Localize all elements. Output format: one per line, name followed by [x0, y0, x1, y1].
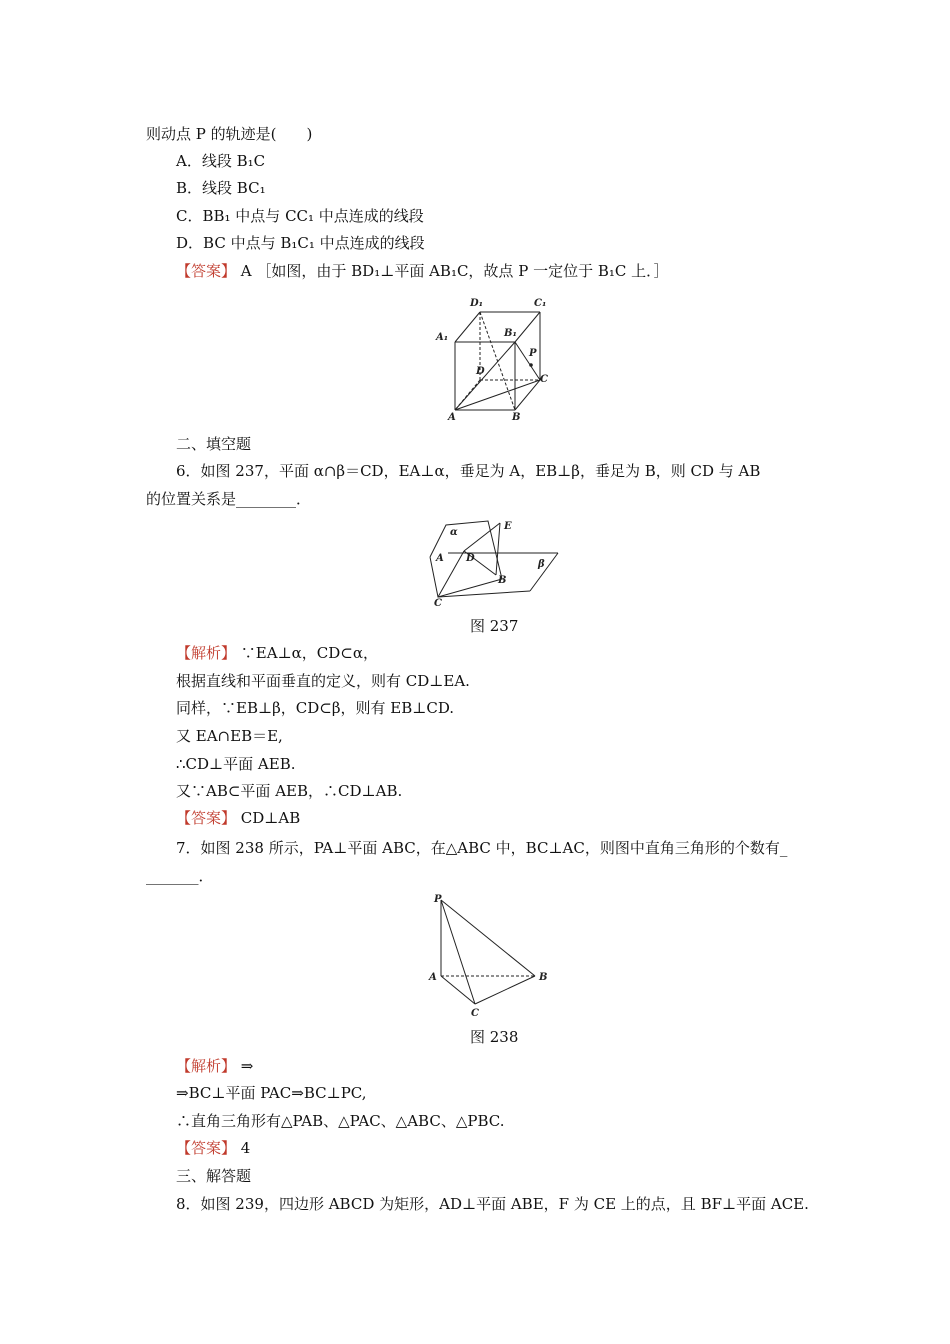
q5-stem: 则动点 P 的轨迹是( ) [146, 125, 313, 143]
q7-stem-line1: 7．如图 238 所示，PA⊥平面 ABC，在△ABC 中，BC⊥AC，则图中直角三角形的个数有_ [176, 839, 788, 857]
label-c1: C₁ [534, 298, 547, 309]
label-a: A [429, 972, 437, 983]
label-b: B [512, 412, 521, 422]
edge-d1a1 [455, 312, 480, 342]
q6-analysis-line: 又∵AB⊂平面 AEB，∴CD⊥AB. [176, 782, 403, 800]
q6-answer [176, 808, 300, 828]
label-b1: B₁ [504, 328, 517, 339]
plane-beta-bottom [438, 591, 530, 597]
section-solutions: 三、解答题 [176, 1167, 252, 1185]
label-d: D [476, 366, 485, 377]
label-beta: β [538, 559, 545, 570]
answer-text: 4 [236, 1139, 251, 1157]
answer-text: A ［如图，由于 BD₁⊥平面 AB₁C，故点 P 一定位于 B₁C 上．］ [236, 262, 669, 280]
planes-figure [418, 515, 568, 610]
pyramid-figure [425, 892, 555, 1022]
q5-option-a: A．线段 B₁C [176, 152, 266, 170]
cube-figure [430, 292, 570, 422]
section-fill-in: 二、填空题 [176, 435, 252, 453]
label-b: B [498, 575, 507, 586]
label-d1: D₁ [470, 298, 484, 309]
q5-option-d: D．BC 中点与 B₁C₁ 中点连成的线段 [176, 234, 425, 252]
analysis-tag: 【解析】 [176, 644, 237, 662]
q6-analysis-line: 根据直线和平面垂直的定义，则有 CD⊥EA. [176, 672, 470, 690]
label-a: A [436, 553, 444, 564]
q7-analysis-line: ⇒BC⊥平面 PAC⇒BC⊥PC, [176, 1084, 367, 1102]
figure-238-caption: 图 238 [470, 1028, 519, 1046]
q8-stem: 8．如图 239，四边形 ABCD 为矩形，AD⊥平面 ABE，F 为 CE 上的点，且 BF⊥平面 ACE. [176, 1195, 809, 1213]
label-alpha: α [450, 527, 458, 538]
label-e: E [504, 521, 512, 532]
q5-option-b: B．线段 BC₁ [176, 179, 266, 197]
edge-pb [441, 900, 535, 976]
q7-answer [176, 1138, 250, 1158]
q7-analysis [176, 1056, 253, 1076]
label-a1: A₁ [436, 332, 449, 343]
figure-237-caption: 图 237 [470, 617, 519, 635]
answer-tag: 【答案】 [176, 262, 237, 280]
q5-answer [176, 261, 669, 281]
q6-analysis-line: 又 EA∩EB＝E, [176, 727, 283, 745]
q6-stem-line2: 的位置关系是________． [146, 490, 312, 508]
label-b: B [539, 972, 548, 983]
label-a: A [448, 412, 456, 422]
q7-analysis-line: ∴直角三角形有△PAB、△PAC、△ABC、△PBC. [176, 1112, 505, 1130]
analysis-text: ∵EA⊥α，CD⊂α， [236, 644, 379, 662]
q5-option-c: C．BB₁ 中点与 CC₁ 中点连成的线段 [176, 207, 424, 225]
analysis-tag: 【解析】 [176, 1057, 237, 1075]
edge-pc [441, 900, 475, 1004]
point-p [529, 363, 533, 367]
q6-analysis [176, 643, 378, 663]
label-c: C [471, 1008, 479, 1019]
answer-tag: 【答案】 [176, 1139, 237, 1157]
answer-tag: 【答案】 [176, 809, 237, 827]
q6-stem-line1: 6．如图 237，平面 α∩β＝CD，EA⊥α，垂足为 A，EB⊥β，垂足为 B，则 CD 与 AB [176, 462, 761, 480]
label-c: C [540, 374, 548, 385]
q6-analysis-line: ∴CD⊥平面 AEB. [176, 755, 296, 773]
q6-analysis-line: 同样，∵EB⊥β，CD⊂β，则有 EB⊥CD. [176, 699, 455, 717]
edge-cb [475, 976, 535, 1004]
answer-text: CD⊥AB [236, 809, 301, 827]
analysis-text: ⇒ [236, 1057, 254, 1075]
label-c: C [434, 598, 442, 609]
label-p: P [434, 894, 442, 905]
edge-b1c1 [515, 312, 540, 342]
q7-stem-line2: _______． [146, 867, 214, 885]
label-d: D [466, 553, 475, 564]
label-p: P [529, 348, 537, 359]
